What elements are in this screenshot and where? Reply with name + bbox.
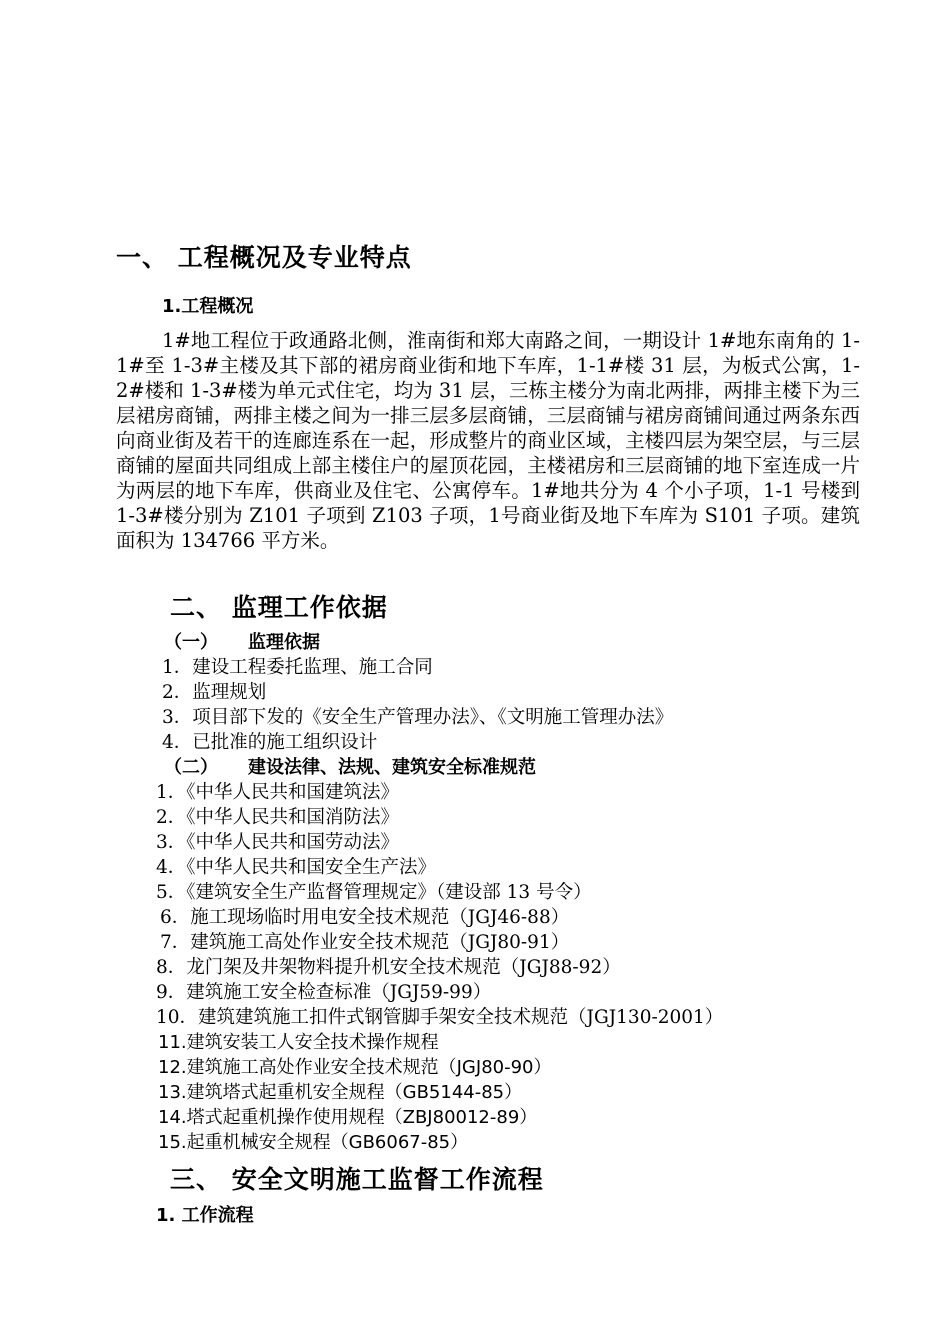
regulation-item: 4．《中华人民共和国安全生产法》 [156,857,437,878]
regulation-item: 6．施工现场临时用电安全技术规范（JGJ46-88） [160,907,570,928]
regulation-item: 12.建筑施工高处作业安全技术规范（JGJ80-90） [158,1057,552,1078]
basis-item: 4．已批准的施工组织设计 [162,732,378,753]
section2-heading: 二、 监理工作依据 [170,593,388,622]
project-overview-paragraph: 1#地工程位于政通路北侧，淮南街和郑大南路之间，一期设计 1#地东南角的 1-1#至 1-3#主楼及其下部的裙房商业街和地下车库，1-1#楼 31 层，为板式公寓，1-2#楼和 1-3#楼为单元式住宅，均为 31 层，三栋主楼分为南北两排，两排主楼下为三层裙房商铺，两排主楼之间为一排三层多层商铺，三层商铺与裙房商铺间通过两条东西向商业街及若干的连廊连系在一起，形成整片的商业区域，主楼四层为架空层，与三层商铺的屋面共同组成上部主楼住户的屋顶花园，主楼裙房和三层商铺的地下室连成一片为两层的地下车库，供商业及住宅、公寓停车。1#地共分为 4 个小子项，1-1 号楼到 1-3#楼分别为 Z101 子项到 Z103 子项，1号商业街及地下车库为 S101 子项。建筑面积为 134766 平方米。 [116,329,860,552]
regulation-item: 5．《建筑安全生产监督管理规定》（建设部 13 号令） [156,882,592,903]
part1-label: 监理依据 [248,632,320,653]
regulation-item: 2．《中华人民共和国消防法》 [156,807,400,828]
part2-heading [164,753,536,779]
regulation-item: 1．《中华人民共和国建筑法》 [156,782,400,803]
regulation-item: 15.起重机械安全规程（GB6067-85） [158,1132,469,1153]
part2-number: （二） [164,757,218,778]
regulation-item: 11.建筑安装工人安全技术操作规程 [158,1032,439,1053]
section1-subheading: 1.工程概况 [162,296,254,317]
regulation-item: 9．建筑施工安全检查标准（JGJ59-99） [156,982,492,1003]
regulation-item: 3．《中华人民共和国劳动法》 [156,832,400,853]
section1-heading: 一、 工程概况及专业特点 [116,243,412,272]
section3-subheading: 1. 工作流程 [156,1205,254,1226]
basis-item: 3．项目部下发的《安全生产管理办法》、《文明施工管理办法》 [162,707,674,728]
regulation-item: 8．龙门架及井架物料提升机安全技术规范（JGJ88-92） [156,957,621,978]
regulation-item: 14.塔式起重机操作使用规程（ZBJ80012-89） [158,1107,538,1128]
section3-heading: 三、 安全文明施工监督工作流程 [170,1165,544,1194]
basis-item: 1．建设工程委托监理、施工合同 [162,657,433,678]
part2-label: 建设法律、法规、建筑安全标准规范 [248,757,536,778]
regulation-item: 13.建筑塔式起重机安全规程（GB5144-85） [158,1082,523,1103]
regulation-item: 10．建筑建筑施工扣件式钢管脚手架安全技术规范（JGJ130-2001） [156,1007,724,1028]
part1-number: （一） [164,632,218,653]
regulation-item: 7．建筑施工高处作业安全技术规范（JGJ80-91） [160,932,570,953]
part1-heading [164,628,320,654]
basis-item: 2．监理规划 [162,682,267,703]
